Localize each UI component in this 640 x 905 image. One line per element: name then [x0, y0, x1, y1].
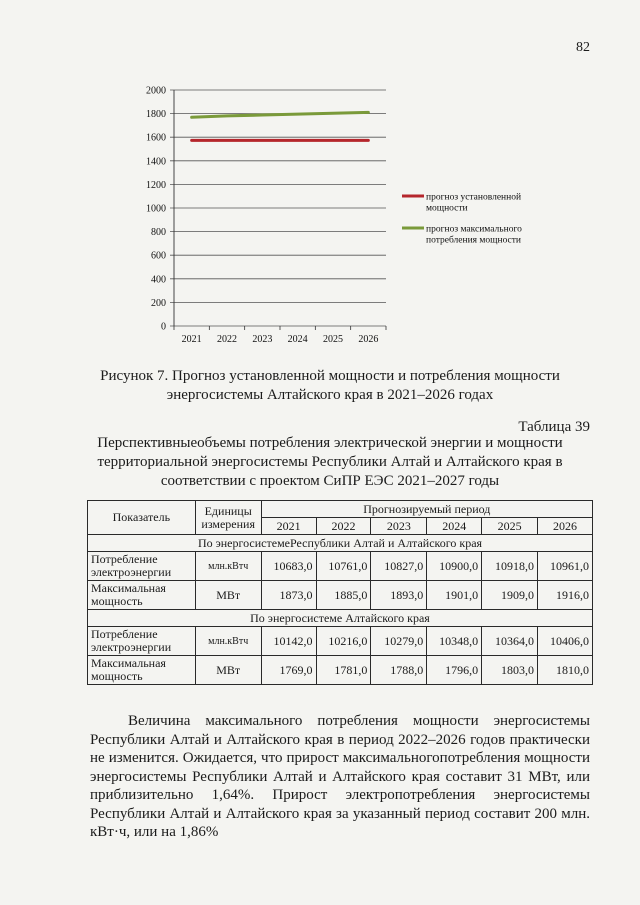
- figure-caption-line-1: Рисунок 7. Прогноз установленной мощности и потребления мощности: [100, 368, 560, 384]
- table-cell: 1796,0: [427, 656, 482, 685]
- section-heading: По энергосистеме Алтайского края: [88, 610, 593, 627]
- header-year: 2021: [261, 518, 316, 535]
- body-paragraph: Величина максимального потребления мощности энергосистемы Республики Алтай и Алтайского края в период 2022–2026 годов практически не изменится. Ожидается, что прирост максимальногопотребления мощности энергосистемы Республики Алтай и Алтайского края составит 31 МВт, или приблизительно 1,64%. Прирост электропотребления энергосистемы Республики Алтай и Алтайского края за указанный период составит 200 млн. кВт·ч, или на 1,86%: [90, 713, 590, 840]
- table-number: Таблица 39: [518, 419, 590, 435]
- table-title-line-1: Перспективныеобъемы потребления электрической энергии и мощности: [97, 435, 563, 451]
- table-title-line-3: соответствии с проектом СиПР ЕЭС 2021–2027 годы: [160, 473, 500, 489]
- row-unit: МВт: [195, 656, 261, 685]
- row-label: Максимальная мощность: [88, 656, 196, 685]
- y-tick-label: 1600: [146, 132, 166, 144]
- x-tick-label: 2022: [217, 334, 237, 345]
- table-row: [88, 627, 593, 656]
- table-cell: 1885,0: [316, 581, 371, 610]
- header-year: 2024: [427, 518, 482, 535]
- x-tick-label: 2024: [287, 334, 308, 345]
- row-label: Максимальная мощность: [88, 581, 196, 610]
- chart-grid: [170, 90, 386, 326]
- legend-label: прогноз максимального: [426, 224, 522, 235]
- table-cell: 1873,0: [261, 581, 316, 610]
- y-tick-label: 200: [151, 297, 166, 309]
- table-cell: 1803,0: [482, 656, 538, 685]
- table-title: [60, 434, 600, 491]
- x-tick-label: 2025: [323, 334, 343, 345]
- header-year: 2025: [482, 518, 538, 535]
- y-tick-label: 2000: [146, 85, 166, 97]
- table-cell: 10961,0: [538, 552, 593, 581]
- table-cell: 10142,0: [261, 627, 316, 656]
- legend-label: мощности: [426, 203, 468, 214]
- table-cell: 1810,0: [538, 656, 593, 685]
- y-tick-label: 400: [151, 274, 166, 286]
- body-text: [90, 712, 590, 842]
- table-cell: 1909,0: [482, 581, 538, 610]
- header-year: 2026: [538, 518, 593, 535]
- row-unit: млн.кВтч: [195, 627, 261, 656]
- x-tick-label: 2021: [181, 334, 202, 345]
- table-row: [88, 552, 593, 581]
- y-tick-label: 0: [161, 321, 166, 333]
- figure-caption-line-2: энергосистемы Алтайского края в 2021–2026 годах: [166, 387, 494, 403]
- table-cell: 1901,0: [427, 581, 482, 610]
- series-line-2: [192, 112, 369, 117]
- table-cell: 10348,0: [427, 627, 482, 656]
- table-cell: 10279,0: [371, 627, 427, 656]
- chart-axes: [146, 86, 386, 346]
- legend-label: потребления мощности: [426, 235, 522, 246]
- table-cell: 10406,0: [538, 627, 593, 656]
- table-cell: 10364,0: [482, 627, 538, 656]
- y-tick-label: 1200: [146, 179, 166, 191]
- table-cell: 1769,0: [261, 656, 316, 685]
- table-cell: 1893,0: [371, 581, 427, 610]
- table-title-line-2: территориальной энергосистемы Республики Алтай и Алтайского края в: [97, 454, 563, 470]
- table-cell: 1788,0: [371, 656, 427, 685]
- table-section-row: [88, 535, 593, 552]
- table-cell: 10827,0: [371, 552, 427, 581]
- header-period: Прогнозируемый период: [261, 501, 592, 518]
- y-tick-label: 1400: [146, 156, 166, 168]
- figure-caption: [60, 367, 600, 405]
- x-tick-label: 2023: [252, 334, 273, 345]
- y-tick-label: 1800: [146, 109, 166, 121]
- table-row: [88, 656, 593, 685]
- row-unit: МВт: [195, 581, 261, 610]
- chart-series: [192, 112, 369, 140]
- table-cell: 10761,0: [316, 552, 371, 581]
- header-indicator: Показатель: [88, 501, 196, 535]
- section-heading: По энергосистемеРеспублики Алтай и Алтайского края: [88, 535, 593, 552]
- table-cell: 10900,0: [427, 552, 482, 581]
- page-number: 82: [576, 40, 590, 55]
- table-cell: 10683,0: [261, 552, 316, 581]
- header-year: 2022: [316, 518, 371, 535]
- table-row: [88, 581, 593, 610]
- table-section-row: [88, 610, 593, 627]
- row-label: Потребление электроэнергии: [88, 627, 196, 656]
- table-cell: 10918,0: [482, 552, 538, 581]
- y-tick-label: 600: [151, 250, 166, 262]
- x-tick-label: 2026: [358, 334, 379, 345]
- row-unit: млн.кВтч: [195, 552, 261, 581]
- table-cell: 10216,0: [316, 627, 371, 656]
- table-cell: 1781,0: [316, 656, 371, 685]
- chart-legend: [402, 192, 522, 246]
- y-tick-label: 1000: [146, 203, 166, 215]
- forecast-table: [87, 500, 593, 685]
- legend-label: прогноз установленной: [426, 192, 522, 203]
- table-header-row: [88, 501, 593, 518]
- table-cell: 1916,0: [538, 581, 593, 610]
- header-units: Единицы измерения: [195, 501, 261, 535]
- row-label: Потребление электроэнергии: [88, 552, 196, 581]
- y-tick-label: 800: [151, 227, 166, 239]
- header-year: 2023: [371, 518, 427, 535]
- line-chart: [120, 80, 560, 350]
